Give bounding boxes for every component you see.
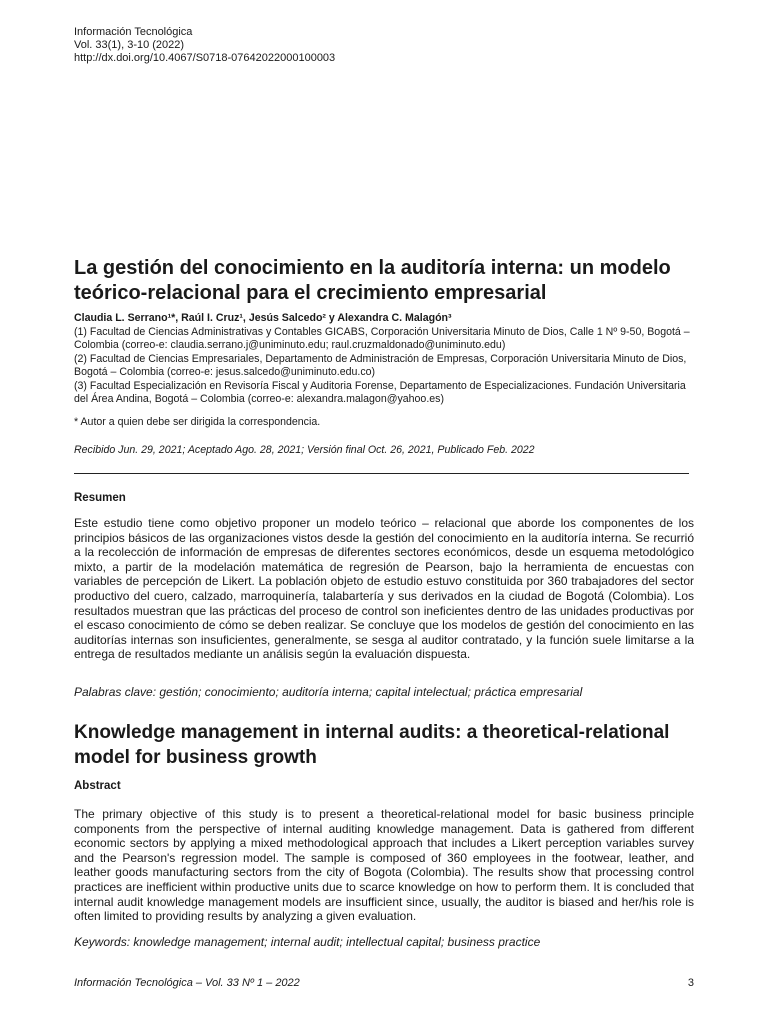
affiliation-2: (2) Facultad de Ciencias Empresariales, Departamento de Administración de Empresas, Corporación Universitaria Minuto de Dios, Bogotá – Colombia (correo-e: jesus.salcedo@uniminuto.edu.co) [74,352,687,378]
abstract-text: The primary objective of this study is to present a theoretical-relational model for basic business principle components from the perspective of internal auditing knowledge management. Data is gathered from different economic sectors by applying a mixed methodological approach that includes a Likert perception variables survey and the Pearson's regression model. The sample is composed of 360 employees in the footwear, leather, and leather goods manufacturing sectors from the city of Bogota (Colombia). The results show that processing control practices are inefficient within productive units due to scarce knowledge on how to perform them. It is concluded that internal audit knowledge management models are insufficient since, usually, the auditor is biased and her/his role is often limited to providing results by analyzing a given evaluation. [74,807,694,924]
journal-volume: Vol. 33(1), 3-10 (2022) [74,39,185,51]
title-english: Knowledge management in internal audits: a theoretical-relational model for business growth [74,722,670,768]
resumen-text: Este estudio tiene como objetivo proponer un modelo teórico – relacional que aborde los componentes de los principios básicos de las organizaciones vistos desde la gestión del conocimiento en la auditoría interna. Se recurrió a la recolección de información de empresas de diferentes sectores económicos, desde un esquema metodológico mixto, a partir de la modelación matemática de regresión de Pearson, bajo la herramienta de encuestas con variables de percepción de Likert. La población objeto de estudio estuvo constituida por 360 trabajadores del sector productivo del cuero, calzado, marroquinería, talabartería y sus derivados en la ciudad de Bogotá (Colombia). Los resultados muestran que las prácticas del proceso de control son ineficientes dentro de las unidades productivas por el escaso conocimiento de cómo se deben realizar. Se concluye que los modelos de gestión del conocimiento en las auditorías internas son insuficientes, generalmente, se sesga al auditor contratado, y la función suele limitarse a la entrega de resultados mediante un análisis según la evaluación dispuesta. [74,516,694,662]
affiliation-1: (1) Facultad de Ciencias Administrativas y Contables GICABS, Corporación Universitaria Minuto de Dios, Calle 1 Nº 9-50, Bogotá – Colombia (correo-e: claudia.serrano.j@uniminuto.edu; raul.cruzmaldonado@uniminuto.edu) [74,325,690,351]
page-number: 3 [687,977,694,989]
journal-name: Información Tecnológica [74,26,193,38]
keywords-spanish: Palabras clave: gestión; conocimiento; auditoría interna; capital intelectual; práctica empresarial [74,685,583,699]
paper-page [74,0,694,1024]
header-divider [74,473,689,474]
title-spanish: La gestión del conocimiento en la auditoría interna: un modelo teórico-relacional para el crecimiento empresarial [74,257,671,304]
page-footer [74,977,694,989]
abstract-heading: Abstract [74,780,121,792]
affiliation-3: (3) Facultad Especialización en Revisoría Fiscal y Auditoria Forense, Departamento de Especializaciones. Fundación Universitaria del Área Andina, Bogotá – Colombia (correo-e: alexandra.malagon@yahoo.es) [74,379,686,405]
journal-doi[interactable]: http://dx.doi.org/10.4067/S0718-07642022000100003 [74,52,336,64]
correspondence-note: * Autor a quien debe ser dirigida la correspondencia. [74,416,321,428]
keywords-english: Keywords: knowledge management; internal audit; intellectual capital; business practice [74,935,541,949]
publication-dates: Recibido Jun. 29, 2021; Aceptado Ago. 28, 2021; Versión final Oct. 26, 2021, Publicado Feb. 2022 [74,444,535,456]
authors-block [74,312,694,407]
footer-journal-issue: Información Tecnológica – Vol. 33 Nº 1 – 2022 [74,977,300,989]
resumen-heading: Resumen [74,492,126,504]
journal-header [74,26,335,65]
author-names: Claudia L. Serrano¹*, Raúl I. Cruz¹, Jesús Salcedo² y Alexandra C. Malagón³ [74,312,452,324]
